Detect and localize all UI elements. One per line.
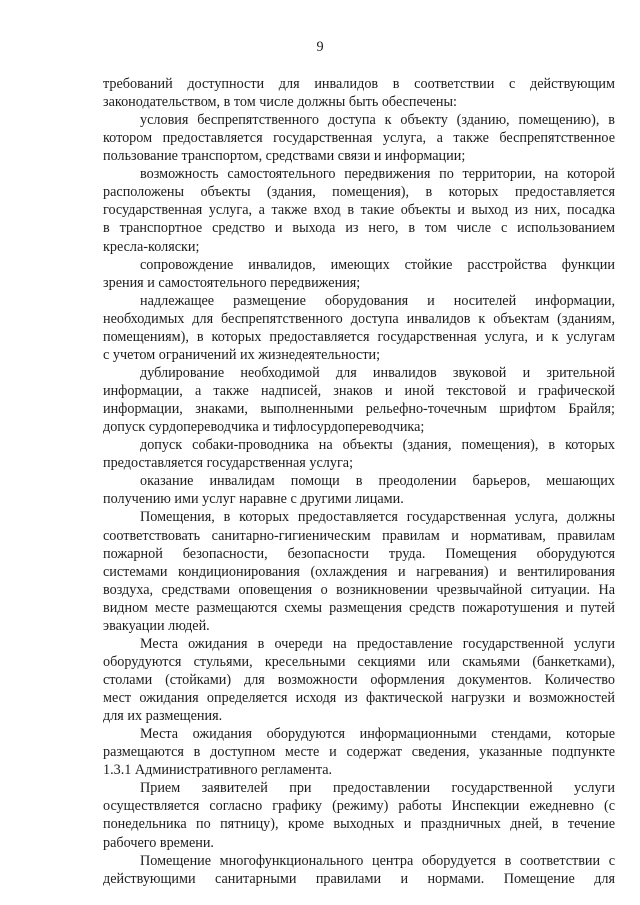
text-line: оборудуются стульями, кресельными секциями или скамьями (банкетками), — [103, 654, 615, 670]
text-line: системами кондиционирования (охлаждения и нагревания) и вентилирования — [103, 564, 615, 580]
text-line: рабочего времени. — [103, 835, 214, 851]
text-line: надлежащее размещение оборудования и носителей информации, — [140, 293, 615, 309]
text-line: Места ожидания оборудуются информационными стендами, которые — [140, 726, 615, 742]
text-line: требований доступности для инвалидов в соответствии с действующим — [103, 76, 615, 92]
text-line: допуск сурдопереводчика и тифлосурдопереводчика; — [103, 419, 425, 435]
text-line: 1.3.1 Административного регламента. — [103, 762, 333, 778]
text-line: Помещения, в которых предоставляется государственная услуга, должны — [140, 509, 615, 525]
text-line: пожарной безопасности, безопасности труда. Помещения оборудуются — [103, 546, 615, 562]
text-line: эвакуации людей. — [103, 618, 210, 634]
text-line: видном месте размещаются схемы размещения средств пожаротушения и путей — [103, 600, 615, 616]
text-line: котором предоставляется государственная услуга, а также беспрепятственное — [103, 130, 615, 146]
text-line: возможность самостоятельного передвижения по территории, на которой — [140, 166, 615, 182]
text-line: условия беспрепятственного доступа к объекту (зданию, помещению), в — [140, 112, 615, 128]
text-line: информации, знаками, выполненными рельефно-точечным шрифтом Брайля; — [103, 401, 615, 417]
text-line: помещениям), в которых предоставляется государственная услуга, и к услугам — [103, 329, 615, 345]
text-line: соответствовать санитарно-гигиеническим правилам и нормативам, правилам — [103, 528, 615, 544]
text-line: законодательством, в том числе должны быть обеспечены: — [103, 94, 457, 110]
text-line: получению ими услуг наравне с другими лицами. — [103, 491, 404, 507]
text-line: Помещение многофункционального центра оборудуется в соответствии с — [140, 853, 615, 869]
text-line: мест ожидания определяется исходя из фактической нагрузки и возможностей — [103, 690, 615, 706]
text-line: воздуха, средствами оповещения о возникновении чрезвычайной ситуации. На — [103, 582, 615, 598]
page-number: 9 — [316, 39, 324, 55]
text-line: зрения и самостоятельного передвижения; — [103, 275, 361, 291]
text-line: информации, а также надписей, знаков и иной текстовой и графической — [103, 383, 615, 399]
text-line: в транспортное средство и выхода из него, в том числе с использованием — [103, 220, 615, 236]
text-line: кресла-коляски; — [103, 239, 200, 255]
text-line: размещаются в доступном месте и содержат сведения, указанные подпункте — [103, 744, 615, 760]
text-line: для их размещения. — [103, 708, 223, 724]
text-line: оказание инвалидам помощи в преодолении барьеров, мешающих — [140, 473, 615, 489]
text-line: Места ожидания в очереди на предоставление государственной услуги — [140, 636, 615, 652]
text-line: Прием заявителей при предоставлении государственной услуги — [140, 780, 615, 796]
text-line: столами (стойками) для возможности оформления документов. Количество — [103, 672, 615, 688]
text-line: действующими санитарными правилами и нормами. Помещение для — [103, 871, 615, 887]
text-line: с учетом ограничений их жизнедеятельности; — [103, 347, 381, 363]
text-line: государственная услуга, а также вход в такие объекты и выход из них, посадка — [103, 202, 615, 218]
text-line: осуществляется согласно графику (режиму) работы Инспекции ежедневно (с — [103, 798, 615, 814]
text-line: расположены объекты (здания, помещения), в которых предоставляется — [103, 184, 615, 200]
text-line: понедельника по пятницу), кроме выходных и праздничных дней, в течение — [103, 816, 615, 832]
text-line: необходимых для беспрепятственного доступа инвалидов к объектам (зданиям, — [103, 311, 615, 327]
text-line: пользование транспортом, средствами связи и информации; — [103, 148, 466, 164]
text-line: сопровождение инвалидов, имеющих стойкие расстройства функции — [140, 257, 615, 273]
text-line: допуск собаки-проводника на объекты (здания, помещения), в которых — [140, 437, 615, 453]
text-line: дублирование необходимой для инвалидов звуковой и зрительной — [140, 365, 615, 381]
text-line: предоставляется государственная услуга; — [103, 455, 354, 471]
